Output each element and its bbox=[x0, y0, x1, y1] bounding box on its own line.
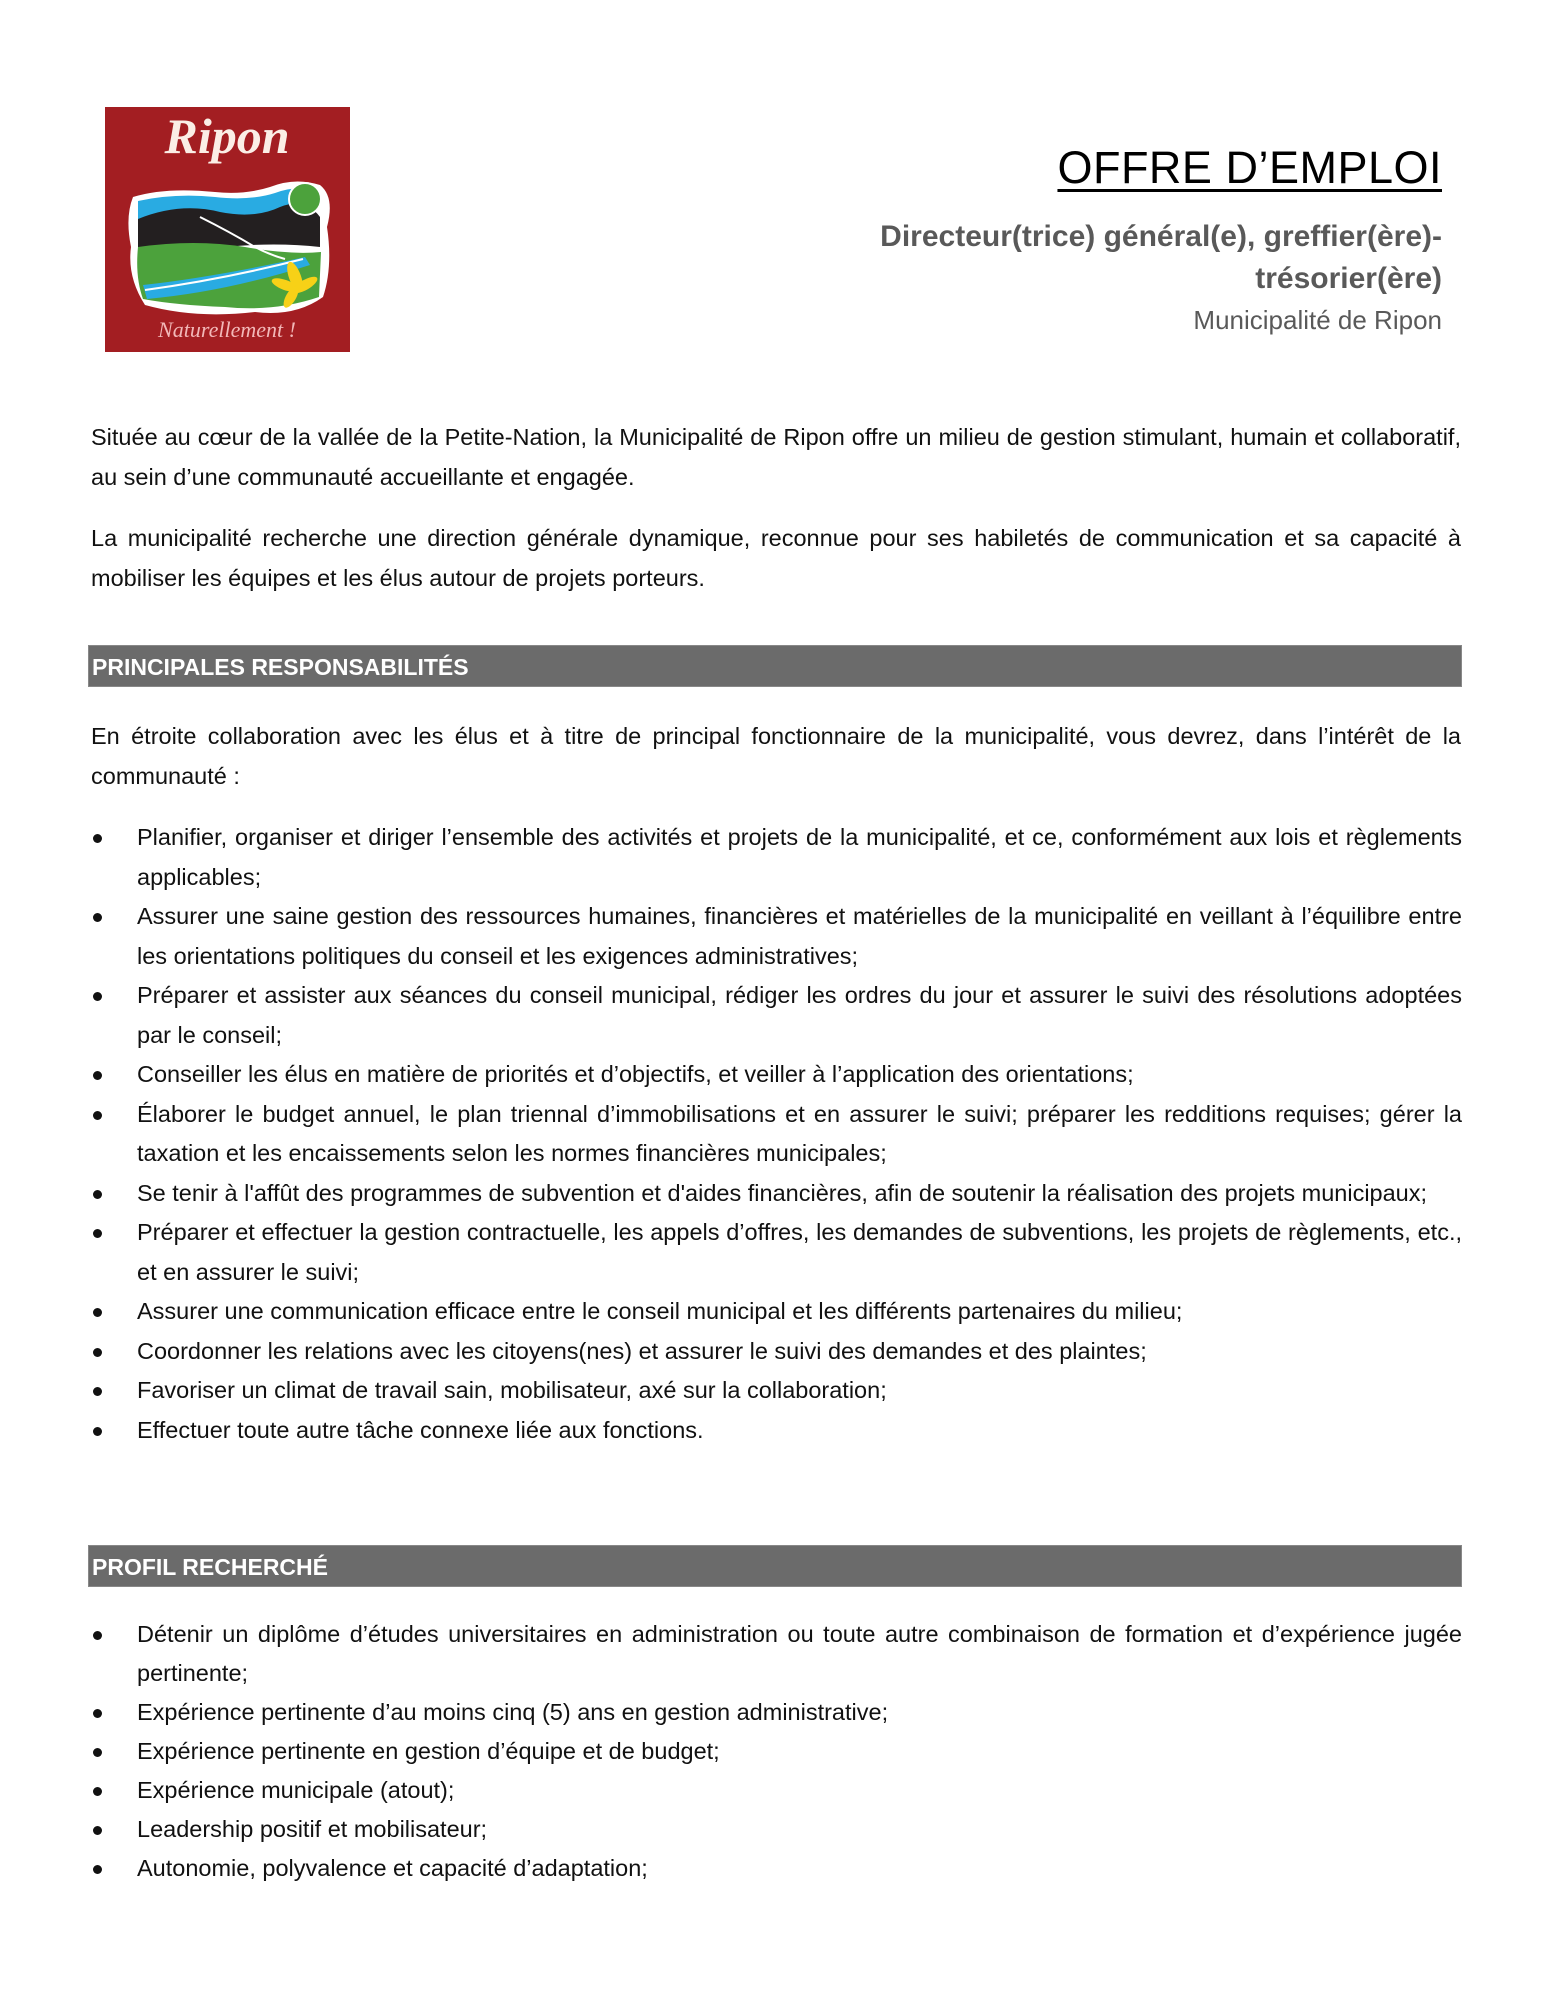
list-item: Détenir un diplôme d’études universitaires en administration ou toute autre combinaison de formation et d’expérience jugée pertinente; bbox=[91, 1615, 1462, 1693]
bullet-icon bbox=[93, 834, 102, 843]
intro-paragraph-1: Située au cœur de la vallée de la Petite-Nation, la Municipalité de Ripon offre un milieu de gestion stimulant, humain et collaboratif, au sein d’une communauté accueillante et engagée. bbox=[91, 424, 1461, 490]
list-item: Effectuer toute autre tâche connexe liée aux fonctions. bbox=[91, 1411, 1462, 1451]
list-item: Planifier, organiser et diriger l’ensemble des activités et projets de la municipalité, et ce, conformément aux lois et règlements applicables; bbox=[91, 818, 1462, 897]
list-item: Expérience pertinente en gestion d’équipe et de budget; bbox=[91, 1732, 1462, 1771]
responsibilities-list bbox=[91, 818, 1462, 1450]
page-title: OFFRE D’EMPLOI bbox=[1057, 142, 1442, 193]
job-title-line-2: trésorier(ère) bbox=[1255, 262, 1442, 295]
list-item: Leadership positif et mobilisateur; bbox=[91, 1810, 1462, 1849]
list-item: Favoriser un climat de travail sain, mobilisateur, axé sur la collaboration; bbox=[91, 1371, 1462, 1411]
profile-list bbox=[91, 1615, 1462, 1888]
section-heading-profile: PROFIL RECHERCHÉ bbox=[88, 1545, 1462, 1587]
bullet-icon bbox=[93, 1190, 102, 1199]
intro-paragraph-2: La municipalité recherche une direction générale dynamique, reconnue pour ses habiletés de communication et sa capacité à mobiliser les équipes et les élus autour de projets porteurs. bbox=[91, 525, 1461, 591]
list-item: Élaborer le budget annuel, le plan triennal d’immobilisations et en assurer le suivi; préparer les redditions requises; gérer la taxation et les encaissements selon les normes financières municipales; bbox=[91, 1095, 1462, 1174]
logo-name: Ripon bbox=[164, 108, 290, 164]
bullet-icon bbox=[93, 1427, 102, 1436]
bullet-icon bbox=[93, 1111, 102, 1120]
list-item: Se tenir à l'affût des programmes de subvention et d'aides financières, afin de soutenir la réalisation des projets municipaux; bbox=[91, 1174, 1462, 1214]
bullet-icon bbox=[93, 913, 102, 922]
list-item: Préparer et effectuer la gestion contractuelle, les appels d’offres, les demandes de subventions, les projets de règlements, etc., et en assurer le suivi; bbox=[91, 1213, 1462, 1292]
list-item: Conseiller les élus en matière de priorités et d’objectifs, et veiller à l’application des orientations; bbox=[91, 1055, 1462, 1095]
bullet-icon bbox=[93, 992, 102, 1001]
list-item: Expérience municipale (atout); bbox=[91, 1771, 1462, 1810]
bullet-icon bbox=[93, 1826, 102, 1835]
list-item: Coordonner les relations avec les citoyens(nes) et assurer le suivi des demandes et des plaintes; bbox=[91, 1332, 1462, 1372]
organization-name: Municipalité de Ripon bbox=[1193, 305, 1442, 335]
responsibilities-lead: En étroite collaboration avec les élus et à titre de principal fonctionnaire de la municipalité, vous devrez, dans l’intérêt de la communauté : bbox=[91, 723, 1461, 789]
bullet-icon bbox=[93, 1709, 102, 1718]
job-title-line-1: Directeur(trice) général(e), greffier(ère)- bbox=[880, 220, 1442, 253]
bullet-icon bbox=[93, 1348, 102, 1357]
header bbox=[880, 138, 1442, 340]
list-item: Préparer et assister aux séances du conseil municipal, rédiger les ordres du jour et assurer le suivi des résolutions adoptées par le conseil; bbox=[91, 976, 1462, 1055]
job-title bbox=[880, 216, 1442, 300]
list-item: Assurer une communication efficace entre le conseil municipal et les différents partenaires du milieu; bbox=[91, 1292, 1462, 1332]
bullet-icon bbox=[93, 1787, 102, 1796]
ripon-landscape-icon bbox=[105, 107, 350, 352]
logo-tagline: Naturellement ! bbox=[158, 317, 296, 342]
list-item: Expérience pertinente d’au moins cinq (5) ans en gestion administrative; bbox=[91, 1693, 1462, 1732]
list-item: Assurer une saine gestion des ressources humaines, financières et matérielles de la municipalité en veillant à l’équilibre entre les orientations politiques du conseil et les exigences administratives; bbox=[91, 897, 1462, 976]
list-item: Autonomie, polyvalence et capacité d’adaptation; bbox=[91, 1849, 1462, 1888]
bullet-icon bbox=[93, 1229, 102, 1238]
bullet-icon bbox=[93, 1308, 102, 1317]
bullet-icon bbox=[93, 1071, 102, 1080]
bullet-icon bbox=[93, 1387, 102, 1396]
section-heading-responsibilities: PRINCIPALES RESPONSABILITÉS bbox=[88, 645, 1462, 687]
bullet-icon bbox=[93, 1748, 102, 1757]
municipality-logo bbox=[105, 107, 350, 352]
bullet-icon bbox=[93, 1865, 102, 1874]
bullet-icon bbox=[93, 1631, 102, 1640]
